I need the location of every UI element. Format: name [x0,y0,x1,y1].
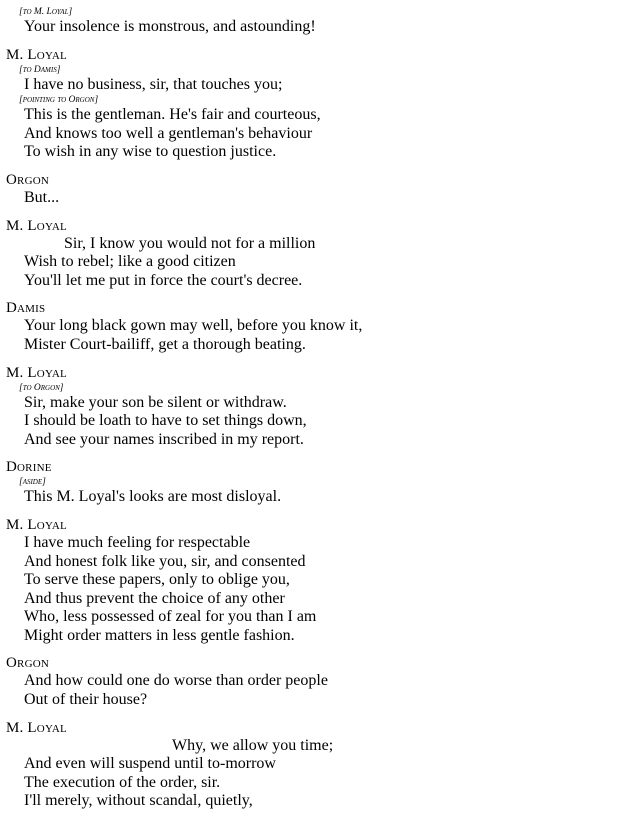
dialogue-line: I'll merely, without scandal, quietly, [24,792,253,810]
speaker-name: M. Loyal [6,46,67,63]
dialogue-line: To wish in any wise to question justice. [24,143,277,161]
dialogue-line: I have much feeling for respectable [24,533,251,551]
dialogue-line: And see your names inscribed in my report. [24,430,304,448]
dialogue-block [6,458,630,507]
dialogue-line: And honest folk like you, sir, and consented [24,552,306,570]
speaker-name: M. Loyal [6,719,67,736]
dialogue-block [6,46,630,95]
dialogue-line: Sir, make your son be silent or withdraw. [24,393,287,411]
stage-direction: [pointing to Orgon] [19,95,99,106]
stage-direction: [aside] [19,477,46,488]
dialogue-line: I have no business, sir, that touches you; [24,75,283,93]
speaker-name: Dorine [6,459,52,476]
dialogue-line: Might order matters in less gentle fashion. [24,626,295,644]
stage-direction: [to M. Loyal] [19,7,73,17]
dialogue-block [6,299,630,354]
dialogue-block [6,6,630,37]
dialogue-block [6,171,630,208]
dialogue-line: Why, we allow you time; [172,736,334,754]
dialogue-line: Your long black gown may well, before you know it, [24,317,363,335]
dialogue-line: And thus prevent the choice of any other [24,589,285,607]
dialogue-block [6,516,630,646]
speaker-name: M. Loyal [6,516,67,533]
dialogue-line: This M. Loyal's looks are most disloyal. [24,488,282,506]
speaker-name: M. Loyal [6,217,67,234]
dialogue-block [6,719,630,811]
speaker-name: M. Loyal [6,364,67,381]
dialogue-line: Wish to rebel; like a good citizen [24,253,236,271]
dialogue-line: To serve these papers, only to oblige you, [24,571,290,589]
stage-direction: [to Orgon] [19,382,64,393]
dialogue-line: Sir, I know you would not for a million [64,234,316,252]
speaker-name: Damis [6,300,46,317]
dialogue-line: You'll let me put in force the court's decree. [24,271,303,289]
script-page [6,6,630,811]
dialogue-line: And knows too well a gentleman's behaviour [24,124,313,142]
dialogue-line: This is the gentleman. He's fair and courteous, [24,106,321,124]
dialogue-line: Who, less possessed of zeal for you than I am [24,608,317,626]
dialogue-block [6,217,630,291]
speaker-name: Orgon [6,171,50,188]
dialogue-line: And how could one do worse than order people [24,672,328,690]
dialogue-block [6,94,630,162]
speaker-name: Orgon [6,655,50,672]
dialogue-block [6,654,630,709]
dialogue-line: Your insolence is monstrous, and astounding! [24,18,316,35]
dialogue-line: The execution of the order, sir. [24,773,221,791]
dialogue-block [6,364,630,450]
dialogue-line: Out of their house? [24,691,148,709]
dialogue-line: And even will suspend until to-morrow [24,755,276,773]
stage-direction: [to Damis] [19,64,61,75]
dialogue-line: I should be loath to have to set things down, [24,412,307,430]
dialogue-line: But... [24,188,60,206]
dialogue-line: Mister Court-bailiff, get a thorough beating. [24,335,306,353]
